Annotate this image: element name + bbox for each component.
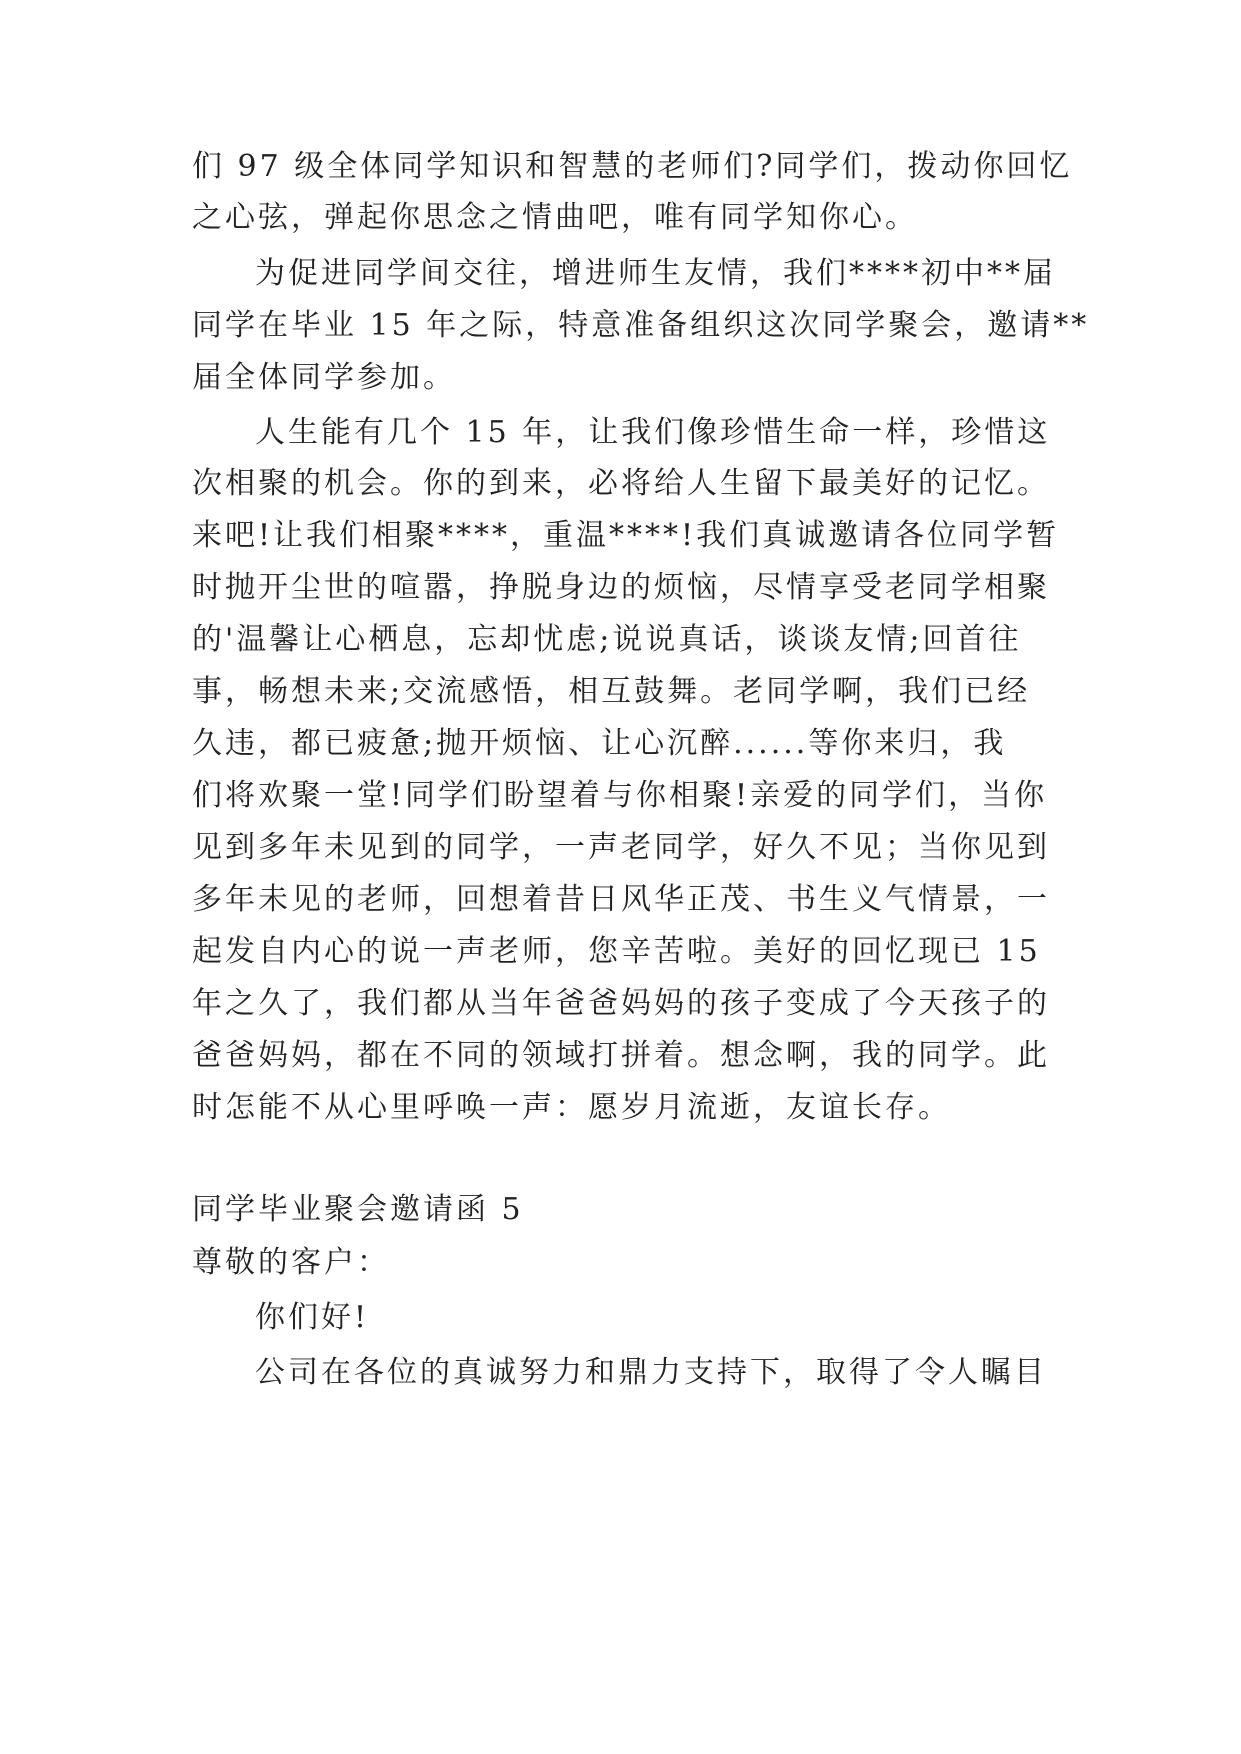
paragraph-4-line-1: 公司在各位的真诚努力和鼎力支持下，取得了令人瞩目 xyxy=(255,1355,1047,1390)
paragraph-1-line-1: 们 97 级全体同学知识和智慧的老师们?同学们，拨动你回忆 xyxy=(192,149,1073,184)
paragraph-3-line-7: 久违，都已疲惫;抛开烦恼、让心沉醉......等你来归，我 xyxy=(192,726,1007,761)
paragraph-3-line-9: 见到多年未见到的同学，一声老同学，好久不见；当你见到 xyxy=(192,830,1050,865)
paragraph-3-line-4: 时抛开尘世的喧嚣，挣脱身边的烦恼，尽情享受老同学相聚 xyxy=(192,570,1050,605)
paragraph-3-line-11: 起发自内心的说一声老师，您辛苦啦。美好的回忆现已 15 xyxy=(192,934,1041,969)
greeting: 你们好! xyxy=(255,1300,370,1335)
paragraph-2-line-2: 同学在毕业 15 年之际，特意准备组织这次同学聚会，邀请** xyxy=(192,308,1090,343)
paragraph-1-line-2: 之心弦，弹起你思念之情曲吧，唯有同学知你心。 xyxy=(192,200,918,235)
paragraph-2-line-3: 届全体同学参加。 xyxy=(192,360,456,395)
paragraph-3-line-1: 人生能有几个 15 年，让我们像珍惜生命一样，珍惜这 xyxy=(255,415,1051,450)
paragraph-3-line-3: 来吧!让我们相聚****，重温****!我们真诚邀请各位同学暂 xyxy=(192,518,1060,553)
paragraph-3-line-5: 的'温馨让心栖息，忘却忧虑;说说真话，谈谈友情;回首往 xyxy=(192,622,1022,657)
paragraph-3-line-2: 次相聚的机会。你的到来，必将给人生留下最美好的记忆。 xyxy=(192,466,1050,501)
paragraph-3-line-6: 事，畅想未来;交流感悟，相互鼓舞。老同学啊，我们已经 xyxy=(192,674,1031,709)
paragraph-3-line-14: 时怎能不从心里呼唤一声：愿岁月流逝，友谊长存。 xyxy=(192,1090,951,1125)
paragraph-2-line-1: 为促进同学间交往，增进师生友情，我们****初中**届 xyxy=(255,256,1056,291)
paragraph-3-line-12: 年之久了，我们都从当年爸爸妈妈的孩子变成了今天孩子的 xyxy=(192,986,1050,1021)
paragraph-3-line-10: 多年未见的老师，回想着昔日风华正茂、书生义气情景，一 xyxy=(192,882,1050,917)
paragraph-3-line-13: 爸爸妈妈，都在不同的领域打拼着。想念啊，我的同学。此 xyxy=(192,1038,1050,1073)
salutation: 尊敬的客户： xyxy=(192,1245,390,1280)
section-title: 同学毕业聚会邀请函 5 xyxy=(192,1192,524,1227)
paragraph-3-line-8: 们将欢聚一堂!同学们盼望着与你相聚!亲爱的同学们，当你 xyxy=(192,778,1048,813)
